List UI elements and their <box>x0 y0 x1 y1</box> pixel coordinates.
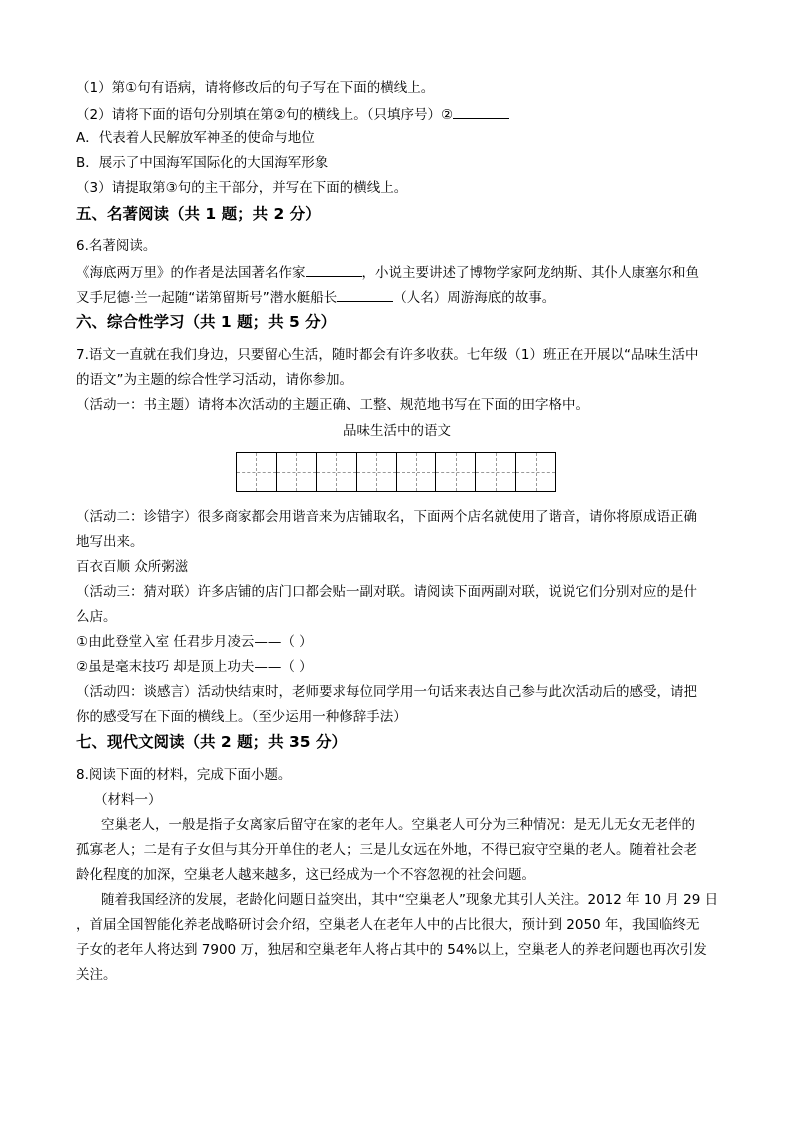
activity4-line2: 你的感受写在下面的横线上。（至少运用一种修辞手法） <box>76 709 407 725</box>
q7-line2: 的语文”为主题的综合性学习活动，请你参加。 <box>76 372 353 388</box>
grid-cell[interactable] <box>237 453 277 491</box>
paragraph2-line2: ，首届全国智能化养老战略研讨会介绍，空巢老人在老年人中的占比很大，预计到 2050 年，我国临终无 <box>76 917 700 933</box>
grid-cell[interactable] <box>397 453 437 491</box>
q6-line2 <box>76 287 555 307</box>
q6-line2-a: 叉手尼德·兰一起随“诺第留斯号”潜水艇船长 <box>76 290 338 306</box>
tianzige-grid[interactable] <box>236 452 556 492</box>
paragraph2-line3: 子女的老年人将达到 7900 万，独居和空巢老年人将占其中的 54%以上，空巢老人的养老问题也再次引发 <box>76 942 707 958</box>
grid-cell[interactable] <box>357 453 397 491</box>
grid-cell[interactable] <box>317 453 357 491</box>
couplet-2: ②虽是毫末技巧 却是顶上功夫——（ ） <box>76 659 313 675</box>
q5-option-b: B．展示了中国海军国际化的大国海军形象 <box>76 155 329 171</box>
q6-line1 <box>76 262 699 282</box>
grid-cell[interactable] <box>436 453 476 491</box>
material1-label: （材料一） <box>94 792 162 808</box>
q5-sub2-text: （2）请将下面的语句分别填在第②句的横线上。（只填序号）② <box>76 107 454 123</box>
activity3-line2: 么店。 <box>76 609 117 625</box>
author-blank[interactable] <box>306 262 362 277</box>
section5-heading: 五、名著阅读（共 1 题；共 2 分） <box>76 205 321 223</box>
paragraph2-line4: 关注。 <box>76 967 117 983</box>
grid-cell[interactable] <box>476 453 516 491</box>
answer-blank[interactable] <box>453 104 509 119</box>
q5-sub2 <box>76 104 509 124</box>
activity1: （活动一：书主题）请将本次活动的主题正确、工整、规范地书写在下面的田字格中。 <box>76 397 589 413</box>
paragraph2-line1: 随着我国经济的发展，老龄化问题日益突出，其中“空巢老人”现象尤其引人关注。2012 年 10 月 29 日 <box>101 892 719 908</box>
grid-cell[interactable] <box>277 453 317 491</box>
shop-names: 百衣百顺 众所粥滋 <box>76 559 189 575</box>
activity3-line1: （活动三：猜对联）许多店铺的店门口都会贴一副对联。请阅读下面两副对联，说说它们分别对应的是什 <box>76 584 697 600</box>
activity2-line1: （活动二：诊错字）很多商家都会用谐音来为店铺取名，下面两个店名就使用了谐音，请你将原成语正确 <box>76 509 697 525</box>
q6-title: 6.名著阅读。 <box>76 238 157 254</box>
paragraph1-line1: 空巢老人，一般是指子女离家后留守在家的老年人。空巢老人可分为三种情况：是无儿无女无老伴的 <box>101 817 695 833</box>
paragraph1-line2: 孤寡老人；二是有子女但与其分开单住的老人；三是儿女远在外地，不得已寂守空巢的老人。随着社会老 <box>76 842 697 858</box>
section6-heading: 六、综合性学习（共 1 题；共 5 分） <box>76 313 337 331</box>
paragraph1-line3: 龄化程度的加深，空巢老人越来越多，这已经成为一个不容忽视的社会问题。 <box>76 867 535 883</box>
q8-title: 8.阅读下面的材料，完成下面小题。 <box>76 767 292 783</box>
q6-line1-a: 《海底两万里》的作者是法国著名作家 <box>76 265 306 281</box>
theme-text: 品味生活中的语文 <box>343 423 451 439</box>
q5-option-a: A．代表着人民解放军神圣的使命与地位 <box>76 130 315 146</box>
grid-cell[interactable] <box>516 453 555 491</box>
q6-line2-b: （人名）周游海底的故事。 <box>393 290 556 306</box>
section7-heading: 七、现代文阅读（共 2 题；共 35 分） <box>76 733 347 751</box>
activity4-line1: （活动四：谈感言）活动快结束时，老师要求每位同学用一句话来表达自己参与此次活动后的感受，请把 <box>76 684 697 700</box>
couplet-1: ①由此登堂入室 任君步月凌云——（ ） <box>76 634 313 650</box>
captain-blank[interactable] <box>337 287 393 302</box>
q5-sub1: （1）第①句有语病，请将修改后的句子写在下面的横线上。 <box>76 80 435 96</box>
q5-sub3: （3）请提取第③句的主干部分，并写在下面的横线上。 <box>76 180 408 196</box>
activity2-line2: 地写出来。 <box>76 534 144 550</box>
q6-line1-b: ，小说主要讲述了博物学家阿龙纳斯、其仆人康塞尔和鱼 <box>361 265 699 281</box>
q7-line1: 7.语文一直就在我们身边，只要留心生活，随时都会有许多收获。七年级（1）班正在开展以“品味生活中 <box>76 347 699 363</box>
